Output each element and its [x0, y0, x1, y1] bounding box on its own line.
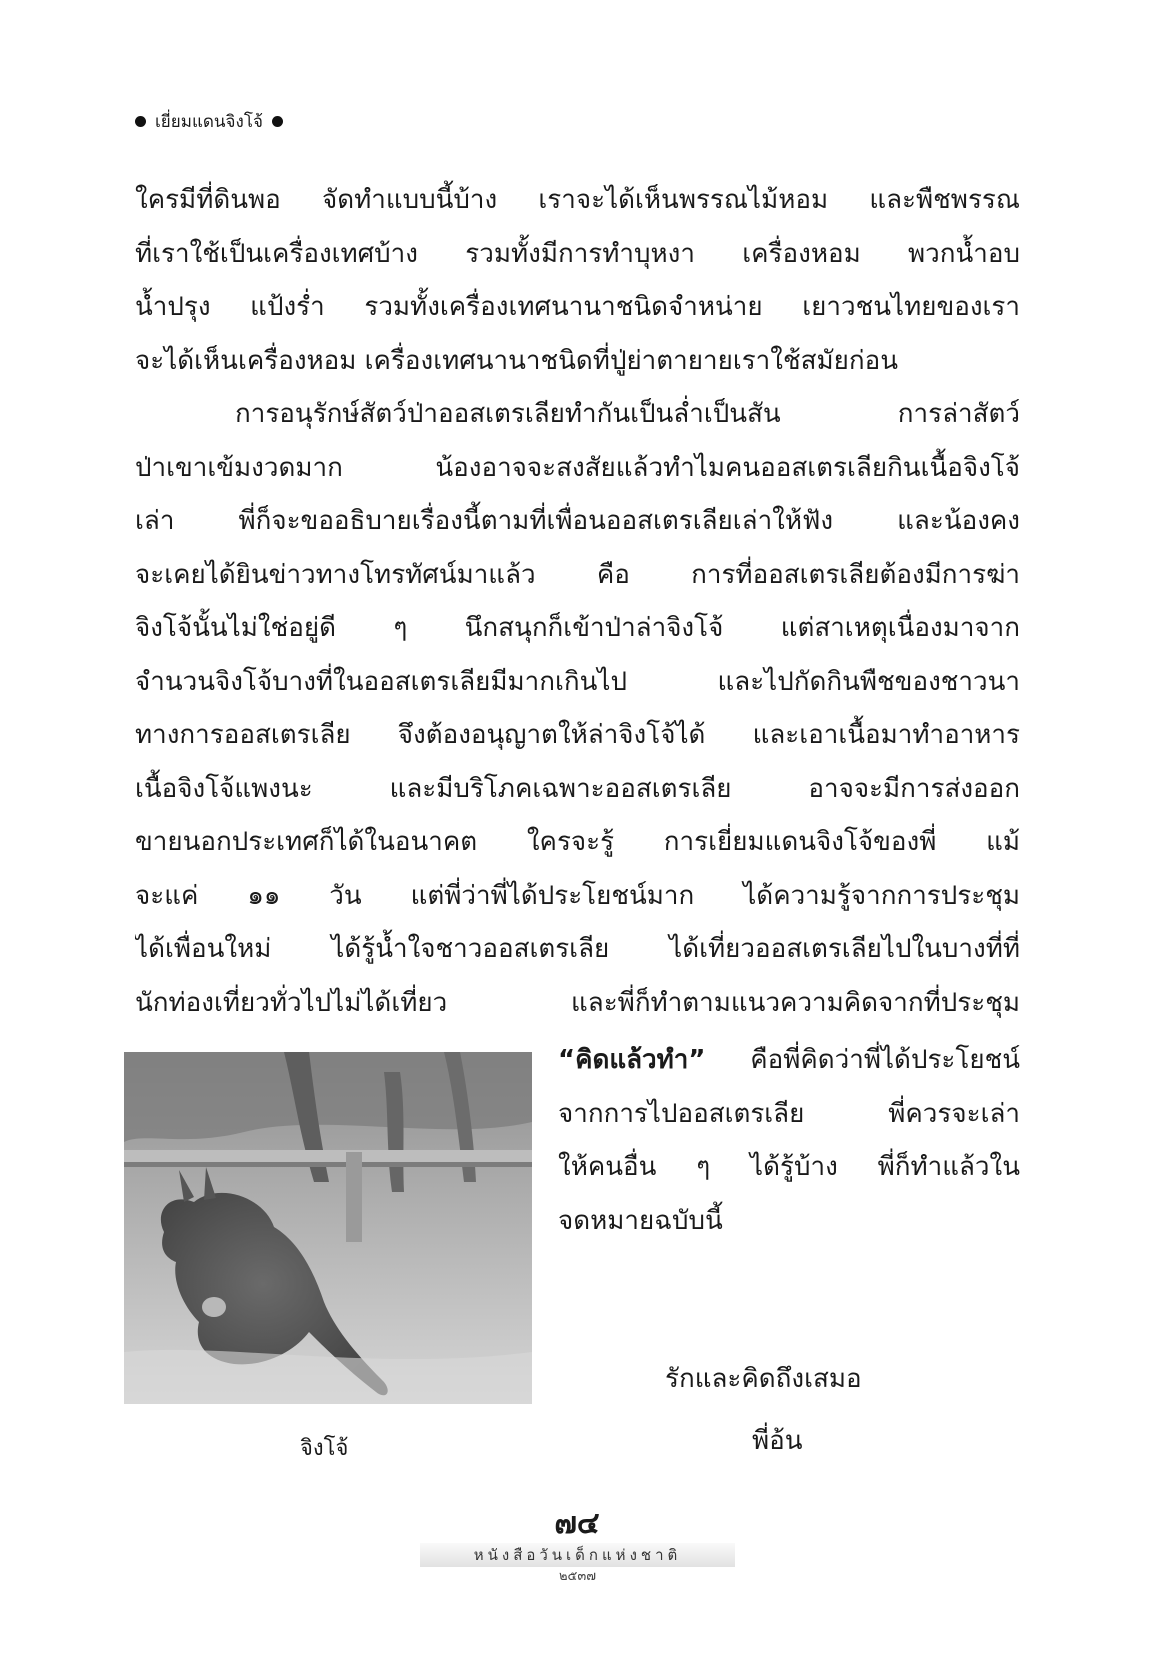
side-line — [558, 1034, 1020, 1088]
text-line: จะเคยได้ยินข่าวทางโทรทัศน์มาแล้ว คือ การที่ออสเตรเลียต้องมีการฆ่า — [135, 559, 1020, 590]
text-line: จะได้เห็นเครื่องหอม เครื่องเทศนานาชนิดที่ปู่ย่าตายายเราใช้สมัยก่อน — [135, 345, 899, 376]
text-line: จิงโจ้นั้นไม่ใช่อยู่ดี ๆ นึกสนุกก็เข้าป่าล่าจิงโจ้ แต่สาเหตุเนื่องมาจาก — [135, 613, 1020, 643]
text-line: ใครมีที่ดินพอ จัดทำแบบนี้บ้าง เราจะได้เห็นพรรณไม้หอม และพืชพรรณ — [135, 185, 1020, 215]
footer-year: ๒๕๓๗ — [558, 1569, 597, 1584]
signer-name: พี่อ้น — [752, 1426, 803, 1456]
running-header — [135, 108, 283, 135]
text-line: ที่เราใช้เป็นเครื่องเทศบ้าง รวมทั้งมีการทำบุหงา เครื่องหอม พวกน้ำอบ — [135, 238, 1020, 269]
text-line: นักท่องเที่ยวทั่วไปไม่ได้เที่ยว และพี่ก็ทำตามแนวความคิดจากที่ประชุม — [135, 987, 1020, 1018]
text-line: ทางการออสเตรเลีย จึงต้องอนุญาตให้ล่าจิงโจ้ได้ และเอาเนื้อมาทำอาหาร — [135, 720, 1020, 750]
running-title: เยี่ยมแดนจิงโจ้ — [155, 112, 263, 132]
text-line: เนื้อจิงโจ้แพงนะ และมีบริโภคเฉพาะออสเตรเลีย อาจจะมีการส่งออก — [135, 773, 1020, 804]
text-line: ป่าเขาเข้มงวดมาก น้องอาจจะสงสัยแล้วทำไมคนออสเตรเลียกินเนื้อจิงโจ้ — [135, 452, 1020, 483]
bullet-dot-icon — [272, 116, 283, 127]
paragraph-1 — [135, 174, 1020, 388]
side-text — [558, 1034, 1020, 1248]
text-line: ขายนอกประเทศก็ได้ในอนาคต ใครจะรู้ การเยี่ยมแดนจิงโจ้ของพี่ แม้ — [135, 827, 1020, 857]
quote-text: “คิดแล้วทำ” — [558, 1045, 706, 1075]
side-line-rest: คือพี่คิดว่าพี่ได้ประโยชน์ — [705, 1045, 1020, 1075]
text-line: น้ำปรุง แป้งร่ำ รวมทั้งเครื่องเทศนานาชนิดจำหน่าย เยาวชนไทยของเรา — [135, 292, 1020, 322]
side-line: ให้คนอื่น ๆ ได้รู้บ้าง พี่ก็ทำแล้วใน — [558, 1152, 1020, 1182]
side-line: จากการไปออสเตรเลีย พี่ควรจะเล่า — [558, 1098, 1020, 1129]
bullet-dot-icon — [135, 116, 146, 127]
text-line: จำนวนจิงโจ้บางที่ในออสเตรเลียมีมากเกินไป และไปกัดกินพืชของชาวนา — [135, 666, 1020, 697]
footer-title: หนังสือวันเด็กแห่งชาติ — [420, 1543, 735, 1567]
text-line: ได้เพื่อนใหม่ ได้รู้น้ำใจชาวออสเตรเลีย ได้เที่ยวออสเตรเลียไปในบางที่ที่ — [135, 934, 1020, 964]
kangaroo-photo — [124, 1052, 532, 1404]
text-line: จะแค่ ๑๑ วัน แต่พี่ว่าพี่ได้ประโยชน์มาก ได้ความรู้จากการประชุม — [135, 880, 1020, 911]
text-line: การอนุรักษ์สัตว์ป่าออสเตรเลียทำกันเป็นล่ำเป็นสัน การล่าสัตว์ — [235, 399, 1020, 429]
photo-caption: จิงโจ้ — [300, 1436, 349, 1461]
text-line: เล่า พี่ก็จะขออธิบายเรื่องนี้ตามที่เพื่อนออสเตรเลียเล่าให้ฟัง และน้องคง — [135, 506, 1020, 536]
closing-text: รักและคิดถึงเสมอ — [665, 1364, 862, 1394]
paragraph-2 — [135, 388, 1020, 1030]
side-line: จดหมายฉบับนี้ — [558, 1205, 723, 1236]
page-number: ๗๔ — [554, 1506, 600, 1541]
